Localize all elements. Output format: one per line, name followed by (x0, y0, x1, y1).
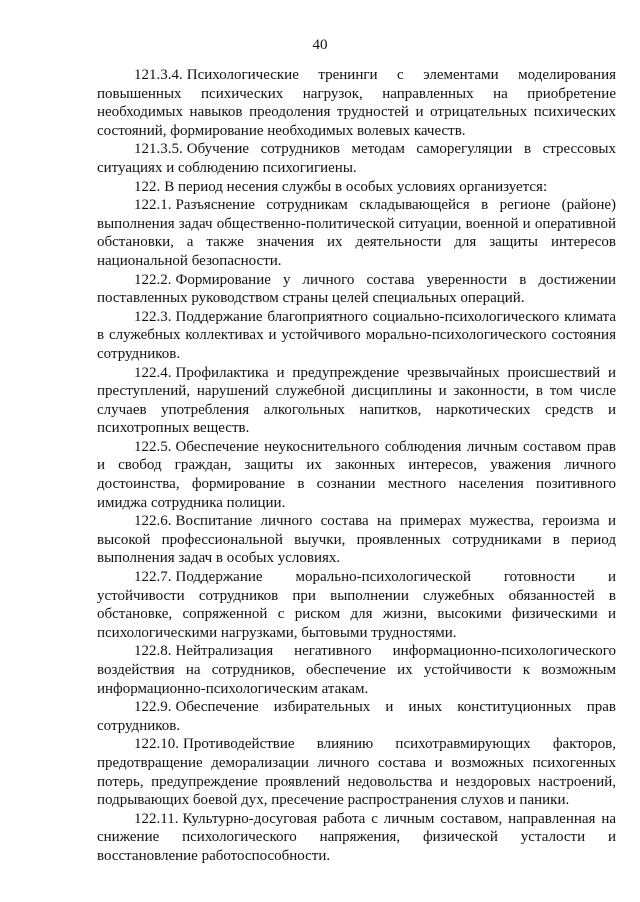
paragraph-121-3-4 (97, 66, 616, 140)
paragraph-number: 122.8. (134, 643, 172, 660)
paragraph-number: 121.3.4. (134, 67, 183, 83)
paragraph-text: Поддержание благоприятного социально-психологического климата в служебных коллективах и устойчивого морально-психологического состояния сотрудников. (97, 308, 616, 362)
paragraph-text: Обеспечение неукоснительного соблюдения личным составом прав и свобод граждан, защиты их законных интересов, уважения личного достоинства, формирование в сознании местного населения позитивного имиджа сотрудника полиции. (97, 438, 616, 511)
paragraph-number: 122.5. (134, 438, 172, 455)
paragraph-122 (97, 178, 616, 197)
paragraph-text: Разъяснение сотрудникам складывающейся в регионе (районе) выполнения задач общественно-политической ситуации, военной и оперативной обстановки, а также значения их деятельности для защиты интересов национальной безопасности. (97, 197, 616, 269)
paragraph-number: 122.4. (134, 364, 172, 381)
paragraph-122-6 (97, 512, 616, 568)
paragraph-text: Противодействие влиянию психотравмирующих факторов, предотвращение деморализации личного состава и возможных психогенных потерь, предупреждение проявлений недовольства и нездоровых настроений, подрывающих боевой дух, пресечение распространения слухов и паники. (97, 736, 616, 809)
paragraph-122-3 (97, 308, 616, 364)
paragraph-122-1 (97, 196, 616, 270)
paragraph-text: Обеспечение избирательных и иных конституционных прав сотрудников. (97, 699, 616, 734)
document-body (97, 66, 616, 866)
paragraph-122-10 (97, 735, 616, 809)
paragraph-number: 122.1. (134, 197, 172, 214)
paragraph-122-4 (97, 364, 616, 438)
paragraph-122-8 (97, 642, 616, 698)
paragraph-text: Поддержание морально-психологической готовности и устойчивости сотрудников при выполнении служебных обязанностей в обстановке, сопряженной с риском для жизни, высокими физическими и психологическими нагрузками, бытовыми трудностями. (97, 569, 616, 641)
paragraph-number: 122.3. (134, 308, 172, 325)
paragraph-number: 122.10. (134, 736, 179, 753)
paragraph-number: 122.2. (134, 271, 172, 288)
paragraph-text: Обучение сотрудников методам саморегуляции в стрессовых ситуациях и соблюдению психогигиены. (97, 141, 616, 176)
paragraph-number: 122.7. (134, 569, 172, 586)
paragraph-text: Формирование у личного состава уверенности в достижении поставленных руководством страны целей специальных операций. (97, 271, 616, 307)
paragraph-text: Воспитание личного состава на примерах мужества, героизма и высокой профессиональной выучки, проявленных сотрудниками в период выполнения задач в особых условиях. (97, 513, 616, 567)
paragraph-number: 121.3.5. (134, 141, 183, 158)
paragraph-122-9 (97, 698, 616, 735)
paragraph-number: 122. (134, 178, 161, 195)
paragraph-number: 122.11. (134, 810, 179, 827)
paragraph-122-11 (97, 810, 616, 866)
paragraph-122-5 (97, 438, 616, 512)
page-number: 40 (312, 37, 328, 53)
paragraph-121-3-5 (97, 140, 616, 177)
paragraph-number: 122.9. (134, 699, 172, 716)
paragraph-text: В период несения службы в особых условиях организуется: (164, 178, 548, 195)
paragraph-122-2 (97, 271, 616, 308)
paragraph-text: Психологические тренинги с элементами моделирования повышенных психических нагрузок, направленных на приобретение необходимых навыков преодоления трудностей и отрицательных психических состояний, формирование необходимых волевых качеств. (97, 67, 616, 139)
paragraph-122-7 (97, 568, 616, 642)
paragraph-text: Нейтрализация негативного информационно-психологического воздействия на сотрудников, обеспечение их устойчивости к возможным информационно-психологическим атакам. (97, 643, 616, 697)
paragraph-number: 122.6. (134, 513, 172, 530)
paragraph-text: Культурно-досуговая работа с личным составом, направленная на снижение психологического напряжения, физической усталости и восстановление работоспособности. (97, 810, 616, 864)
paragraph-text: Профилактика и предупреждение чрезвычайных происшествий и преступлений, нарушений служебной дисциплины и законности, в том числе случаев употребления алкогольных напитков, наркотических средств и психотропных веществ. (97, 364, 616, 437)
